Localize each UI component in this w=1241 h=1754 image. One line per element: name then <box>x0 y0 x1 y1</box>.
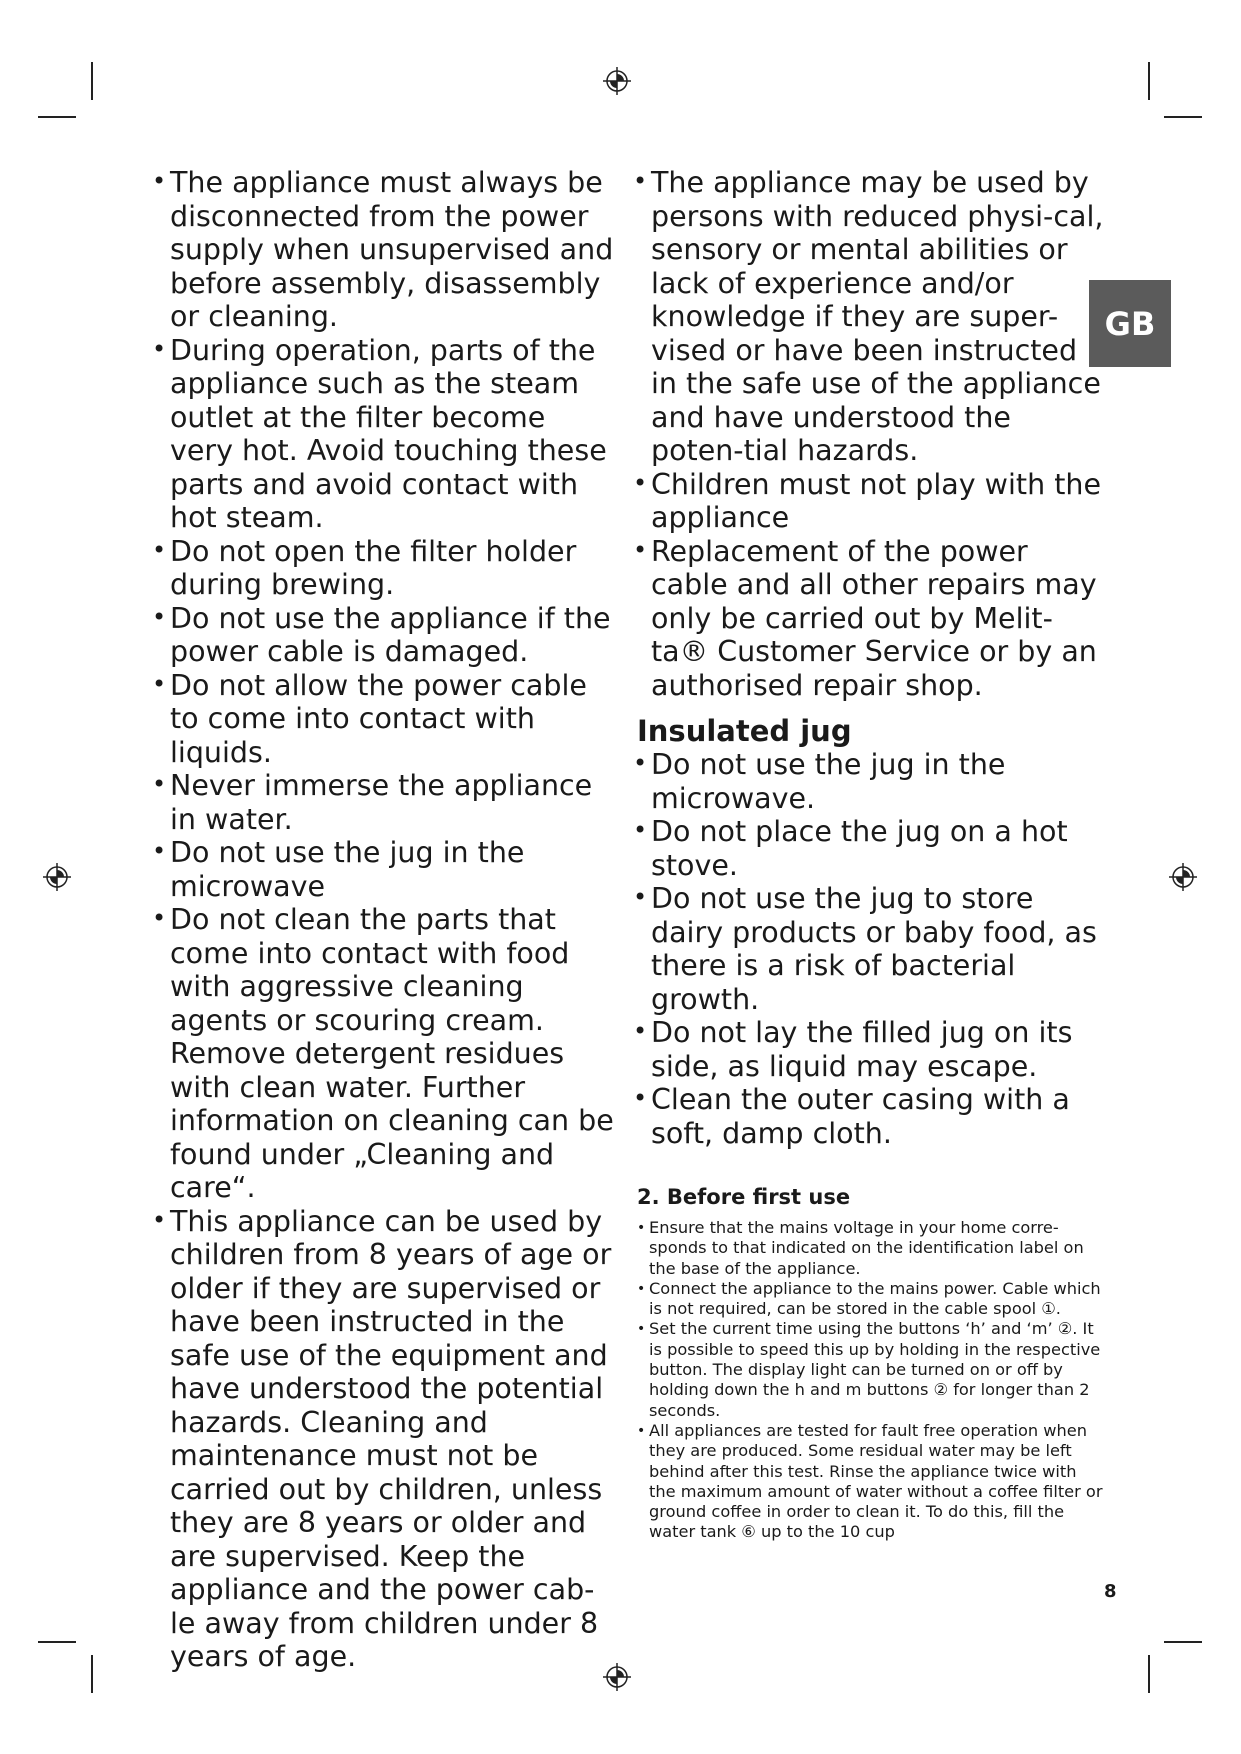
registration-mark-icon <box>1168 862 1198 892</box>
list-item: • Do not clean the parts that come into contact with food with aggressive cleaning agents or scouring cream. Remove detergent residues with clean water. Further information on cleaning can be found under „Cleaning and care“. <box>156 903 616 1205</box>
list-item: • Do not place the jug on a hot stove. <box>637 815 1107 882</box>
insulated-jug-heading: Insulated jug <box>637 714 852 748</box>
list-item: • Do not use the jug in the microwave. <box>637 748 1107 815</box>
list-item: • All appliances are tested for fault free operation when they are produced. Some residual water may be left behind after this test. Rinse the appliance twice with the maximum amount of water without a coffee filter or ground coffee in order to clean it. To do this, fill the water tank ⑥ up to the 10 cup <box>637 1421 1107 1543</box>
registration-mark-icon <box>42 862 72 892</box>
list-item: • Set the current time using the buttons ‘h’ and ‘m’ ②. It is possible to speed this up by holding in the respective button. The display light can be turned on or off by holding down the h and m buttons ② for longer than 2 seconds. <box>637 1319 1107 1420</box>
list-item: • Replacement of the power cable and all other repairs may only be carried out by Melit-ta® Customer Service or by an authorised repair shop. <box>637 535 1107 703</box>
list-item: • Never immerse the appliance in water. <box>156 769 616 836</box>
list-item: • This appliance can be used by children from 8 years of age or older if they are supervised or have been instructed in the safe use of the equipment and have understood the potential hazards. Cleaning and maintenance must not be carried out by children, unless they are 8 years or older and are supervised. Keep the appliance and the power cab-le away from children under 8 years of age. <box>156 1205 616 1674</box>
list-item: • The appliance may be used by persons with reduced physi-cal, sensory or mental abilities or lack of experience and/or knowledge if they are super-vised or have been instructed in the safe use of the appliance and have understood the poten-tial hazards. <box>637 166 1107 468</box>
list-item: • Do not use the jug to store dairy products or baby food, as there is a risk of bacterial growth. <box>637 882 1107 1016</box>
crop-mark <box>1148 1655 1150 1693</box>
crop-mark <box>38 116 76 118</box>
crop-mark <box>1164 1641 1202 1643</box>
registration-mark-icon <box>602 66 632 96</box>
before-first-use-list <box>637 1218 1107 1543</box>
crop-mark <box>1148 62 1150 100</box>
list-item: • Children must not play with the appliance <box>637 468 1107 535</box>
list-item: • Do not use the appliance if the power cable is damaged. <box>156 602 616 669</box>
page-number: 8 <box>1104 1581 1117 1602</box>
left-column <box>156 166 616 1674</box>
list-item: • Ensure that the mains voltage in your home corre-sponds to that indicated on the identification label on the base of the appliance. <box>637 1218 1107 1279</box>
list-item: • Do not use the jug in the microwave <box>156 836 616 903</box>
list-item: • Do not lay the filled jug on its side, as liquid may escape. <box>637 1016 1107 1083</box>
right-column <box>637 166 1107 1543</box>
language-tab: GB <box>1089 280 1171 367</box>
crop-mark <box>91 1655 93 1693</box>
safety-list <box>156 166 616 1674</box>
list-item: • Connect the appliance to the mains power. Cable which is not required, can be stored in the cable spool ①. <box>637 1279 1107 1320</box>
list-item: • Clean the outer casing with a soft, damp cloth. <box>637 1083 1107 1150</box>
list-item: • During operation, parts of the appliance such as the steam outlet at the filter become very hot. Avoid touching these parts and avoid contact with hot steam. <box>156 334 616 535</box>
insulated-jug-list <box>637 748 1107 1150</box>
before-first-use-heading: 2. Before first use <box>637 1185 851 1209</box>
crop-mark <box>91 62 93 100</box>
crop-mark <box>38 1641 76 1643</box>
list-item: • Do not allow the power cable to come into contact with liquids. <box>156 669 616 770</box>
list-item: • Do not open the filter holder during brewing. <box>156 535 616 602</box>
crop-mark <box>1164 116 1202 118</box>
list-item: • The appliance must always be disconnected from the power supply when unsupervised and before assembly, disassembly or cleaning. <box>156 166 616 334</box>
safety-list-continued <box>637 166 1107 702</box>
